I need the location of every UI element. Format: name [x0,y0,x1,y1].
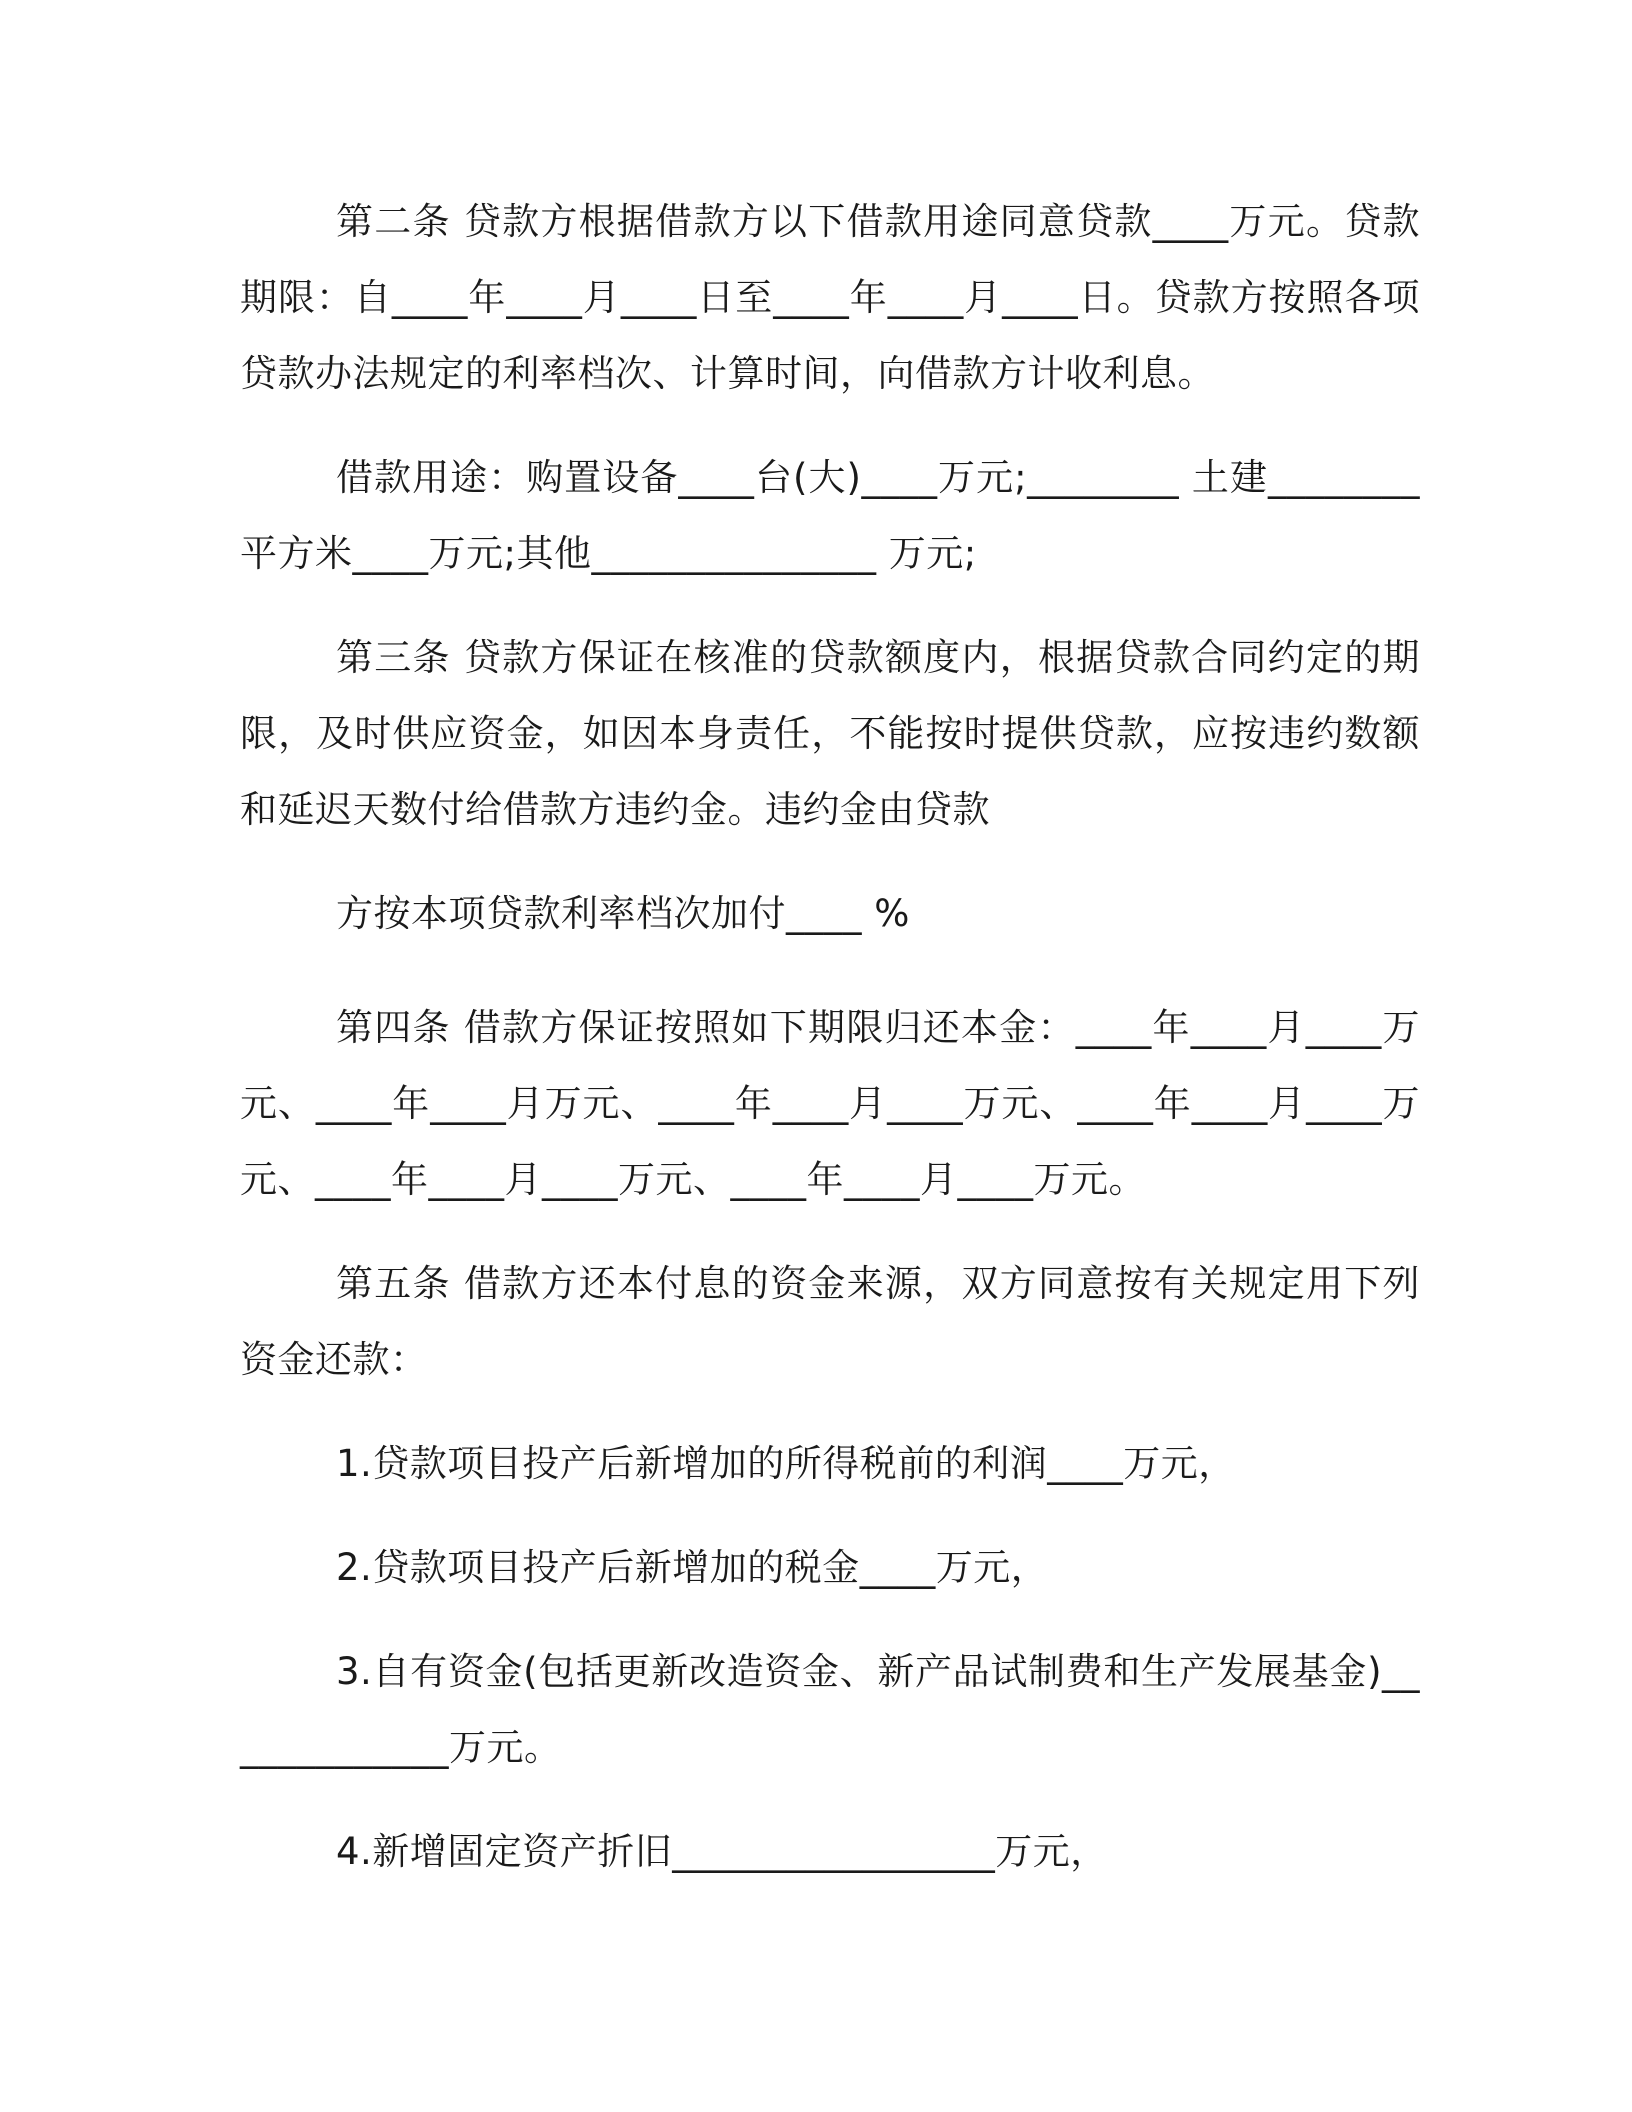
paragraph-loan-purpose: 借款用途：购置设备____台(大)____万元;________ 土建________平方米____万元;其他_______________ 万元; [240,456,1420,575]
paragraph-article-4: 第四条 借款方保证按照如下期限归还本金：____年____月____万元、____年____月万元、____年____月____万元、____年____月____万元、____年____月____万元、____年____月____万元。 [240,1006,1420,1201]
paragraph-penalty-rate: 方按本项贷款利率档次加付____ % [336,892,910,935]
list-item-2: 2.贷款项目投产后新增加的税金____万元， [336,1546,1049,1589]
list-item-3: 3.自有资金(包括更新改造资金、新产品试制费和生产发展基金)_____________万元。 [240,1650,1420,1769]
paragraph-article-5: 第五条 借款方还本付息的资金来源，双方同意按有关规定用下列资金还款： [240,1262,1420,1381]
paragraph-article-3: 第三条 贷款方保证在核准的贷款额度内，根据贷款合同约定的期限，及时供应资金，如因本身责任，不能按时提供贷款，应按违约数额和延迟天数付给借款方违约金。违约金由贷款 [240,636,1420,831]
list-item-4: 4.新增固定资产折旧_________________万元， [336,1830,1108,1873]
list-item-1: 1.贷款项目投产后新增加的所得税前的利润____万元， [336,1442,1236,1485]
paragraph-article-2: 第二条 贷款方根据借款方以下借款用途同意贷款____万元。贷款期限：自____年____月____日至____年____月____日。贷款方按照各项贷款办法规定的利率档次、计算时间，向借款方计收利息。 [240,200,1420,395]
